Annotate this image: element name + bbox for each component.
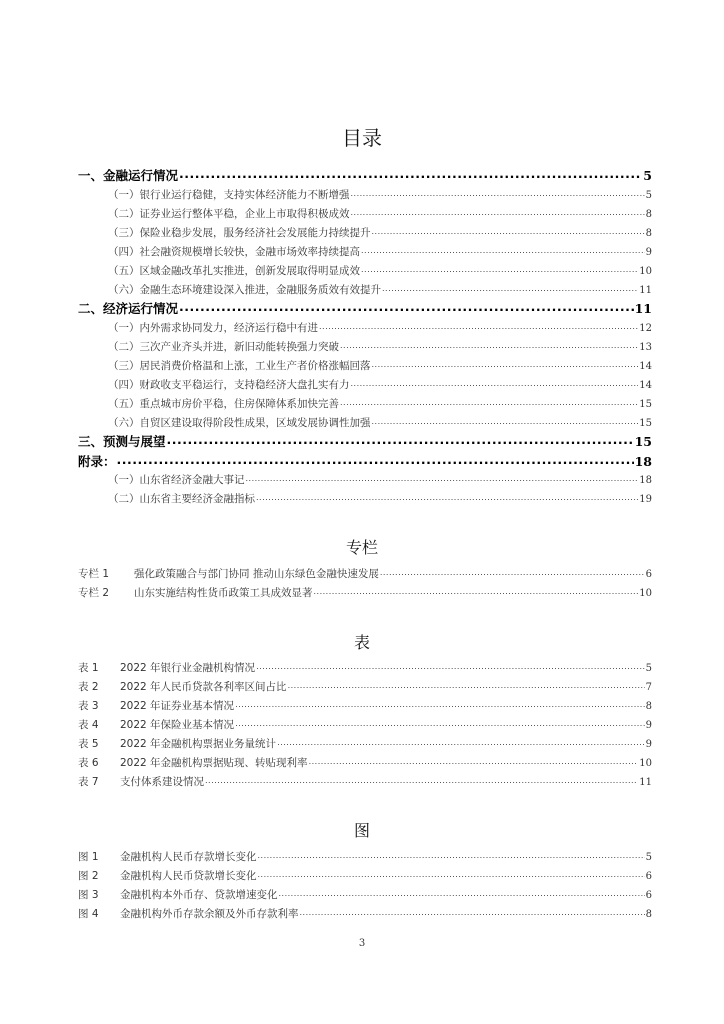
toc-entry-page: 8 (645, 209, 652, 220)
toc-title: 目录 (342, 126, 382, 150)
table-entry-number: 表 7 (78, 776, 99, 788)
table-entry-text (78, 736, 276, 751)
column-entry-text (78, 566, 379, 581)
page-number: 3 (358, 938, 366, 949)
toc-entry-page: 11 (634, 301, 652, 316)
table-entry[interactable] (78, 717, 652, 732)
figure-entry-label: 金融机构人民币贷款增长变化 (120, 870, 257, 882)
table-entry[interactable] (78, 679, 652, 694)
table-entry[interactable] (78, 660, 652, 675)
dot-leader (235, 719, 645, 728)
table-entry-label: 2022 年证券业基本情况 (120, 700, 235, 712)
toc-entry-page: 12 (639, 323, 652, 334)
toc-entry[interactable] (108, 263, 652, 278)
table-entry-number: 表 2 (78, 681, 99, 693)
toc-entry-page: 18 (639, 475, 652, 486)
toc-entry-section[interactable] (78, 299, 652, 317)
dot-leader (117, 452, 634, 467)
toc-entry[interactable] (108, 377, 652, 392)
table-entry-number: 表 1 (78, 662, 99, 674)
table-entry-text (78, 698, 234, 713)
dot-leader (309, 757, 639, 766)
toc-entry-label: 附录： (78, 454, 116, 469)
toc-entry-label: （六）金融生态环境建设深入推进，金融服务质效有效提升 (108, 284, 381, 296)
toc-entry-page: 8 (645, 228, 652, 239)
toc-entry-page: 5 (643, 168, 652, 183)
toc-entry-page: 11 (639, 285, 652, 296)
table-entry-text (78, 717, 234, 732)
table-entry-label: 2022 年人民币贷款各利率区间占比 (120, 681, 287, 693)
figure-entry-label: 金融机构外币存款余额及外币存款利率 (120, 908, 299, 920)
toc-entry[interactable] (108, 282, 652, 297)
dot-leader (277, 738, 645, 747)
toc-entry-label: （四）财政收支平稳运行，支持稳经济大盘扎实有力 (108, 379, 350, 391)
column-entry[interactable] (78, 566, 652, 581)
figure-entry-number: 图 4 (78, 908, 99, 920)
column-entry-text (78, 585, 313, 600)
figure-entry-label: 金融机构人民币存款增长变化 (120, 851, 257, 863)
toc-entry-page: 9 (645, 247, 652, 258)
figure-entry-text (78, 887, 278, 902)
table-entry-label: 2022 年金融机构票据业务量统计 (120, 738, 277, 750)
column-entry-number: 专栏 2 (78, 587, 110, 599)
toc-entry-section[interactable] (78, 166, 652, 184)
toc-entry-page: 13 (639, 342, 652, 353)
dot-leader (361, 265, 638, 274)
figure-entry-page: 6 (645, 871, 652, 882)
dot-leader (246, 474, 639, 483)
column-entry-page: 6 (645, 569, 652, 580)
figure-entry-number: 图 2 (78, 870, 99, 882)
table-entry-text (78, 755, 308, 770)
table-entry-text (78, 660, 255, 675)
toc-entry-page: 19 (639, 494, 652, 505)
table-entry-number: 表 6 (78, 757, 99, 769)
toc-entry-label: （三）保险业稳步发展，服务经济社会发展能力持续提升 (108, 227, 371, 239)
dot-leader (382, 284, 638, 293)
dot-leader (300, 908, 645, 917)
table-entry-page: 9 (645, 720, 652, 731)
toc-entry-label: （一）山东省经济金融大事记 (108, 474, 245, 486)
dot-leader (235, 700, 645, 709)
table-entry-page: 10 (639, 758, 652, 769)
figure-entry[interactable] (78, 887, 652, 902)
toc-entry-section[interactable] (78, 452, 652, 470)
column-entry[interactable] (78, 585, 652, 600)
dot-leader (288, 681, 645, 690)
figure-entry-text (78, 868, 257, 883)
dot-leader (314, 587, 639, 596)
dot-leader (258, 851, 645, 860)
table-entry-page: 5 (645, 663, 652, 674)
figures-title: 图 (353, 821, 370, 840)
toc-entry-label: （二）证券业运行整体平稳，企业上市取得积极成效 (108, 208, 350, 220)
figure-entry[interactable] (78, 849, 652, 864)
toc-entry[interactable] (108, 206, 652, 221)
table-entry-page: 9 (645, 739, 652, 750)
toc-entry[interactable] (108, 358, 652, 373)
dot-leader (351, 208, 645, 217)
toc-entry[interactable] (108, 491, 652, 506)
column-entry-page: 10 (639, 588, 652, 599)
figure-entry-page: 6 (645, 890, 652, 901)
dot-leader (258, 870, 645, 879)
toc-entry-label: （五）重点城市房价平稳，住房保障体系加快完善 (108, 398, 339, 410)
dot-leader (179, 299, 634, 314)
dot-leader (340, 341, 638, 350)
dot-leader (340, 398, 638, 407)
toc-entry-page: 15 (634, 434, 652, 449)
table-entry-number: 表 5 (78, 738, 99, 750)
toc-entry-page: 15 (639, 418, 652, 429)
toc-entry-label: 三、预测与展望 (78, 434, 166, 449)
table-entry-page: 8 (645, 701, 652, 712)
dot-leader (372, 417, 639, 426)
table-entry-label: 支付体系建设情况 (120, 776, 204, 788)
toc-entry[interactable] (108, 415, 652, 430)
dot-leader (380, 568, 645, 577)
dot-leader (372, 360, 639, 369)
toc-entry-label: （一）内外需求协同发力，经济运行稳中有进 (108, 322, 318, 334)
dot-leader (179, 166, 642, 181)
column-entry-label: 山东实施结构性货币政策工具成效显著 (134, 587, 313, 599)
figure-entry[interactable] (78, 906, 652, 921)
dot-leader (256, 493, 638, 502)
table-entry-label: 2022 年金融机构票据贴现、转贴现利率 (120, 757, 308, 769)
toc-entry-page: 15 (639, 399, 652, 410)
table-entry-number: 表 4 (78, 719, 99, 731)
toc-entry[interactable] (108, 396, 652, 411)
dot-leader (319, 322, 638, 331)
table-entry[interactable] (78, 774, 652, 789)
toc-entry-label: （二）山东省主要经济金融指标 (108, 493, 255, 505)
toc-entry-label: 一、金融运行情况 (78, 168, 179, 183)
column-entry-number: 专栏 1 (78, 568, 110, 580)
dot-leader (351, 189, 645, 198)
table-entry-label: 2022 年银行业金融机构情况 (120, 662, 256, 674)
dot-leader (351, 379, 639, 388)
toc-entry-section[interactable] (78, 432, 652, 450)
dot-leader (372, 227, 645, 236)
dot-leader (361, 246, 645, 255)
table-entry[interactable] (78, 755, 652, 770)
toc-entry[interactable] (108, 225, 652, 240)
dot-leader (279, 889, 645, 898)
table-entry-page: 11 (639, 777, 652, 788)
toc-entry[interactable] (108, 187, 652, 202)
figure-entry-text (78, 906, 299, 921)
toc-entry-page: 10 (639, 266, 652, 277)
toc-entry-label: 二、经济运行情况 (78, 301, 179, 316)
figure-entry-label: 金融机构本外币存、贷款增速变化 (120, 889, 278, 901)
figure-entry-text (78, 849, 257, 864)
dot-leader (205, 776, 638, 785)
figure-entry-number: 图 1 (78, 851, 99, 863)
toc-entry-label: （一）银行业运行稳健，支持实体经济能力不断增强 (108, 189, 350, 201)
toc-entry[interactable] (108, 320, 652, 335)
table-entry-page: 7 (645, 682, 652, 693)
table-entry-text (78, 774, 204, 789)
toc-entry[interactable] (108, 244, 652, 259)
figure-entry-page: 5 (645, 852, 652, 863)
toc-entry-page: 18 (634, 454, 652, 469)
toc-entry-label: （五）区域金融改革扎实推进，创新发展取得明显成效 (108, 265, 360, 277)
figure-entry-number: 图 3 (78, 889, 99, 901)
columns-title: 专栏 (345, 538, 378, 557)
figure-entry-page: 8 (645, 909, 652, 920)
toc-entry-page: 14 (639, 380, 652, 391)
toc-entry-label: （四）社会融资规模增长较快，金融市场效率持续提高 (108, 246, 360, 258)
toc-entry-page: 14 (639, 361, 652, 372)
toc-entry-page: 5 (645, 190, 652, 201)
toc-entry-label: （三）居民消费价格温和上涨，工业生产者价格涨幅回落 (108, 360, 371, 372)
dot-leader (256, 662, 645, 671)
toc-entry-label: （六）自贸区建设取得阶段性成果，区域发展协调性加强 (108, 417, 371, 429)
dot-leader (167, 432, 634, 447)
toc-entry[interactable] (108, 339, 652, 354)
table-entry[interactable] (78, 698, 652, 713)
table-entry[interactable] (78, 736, 652, 751)
tables-title: 表 (353, 633, 370, 652)
toc-entry[interactable] (108, 472, 652, 487)
table-entry-text (78, 679, 287, 694)
table-entry-number: 表 3 (78, 700, 99, 712)
figure-entry[interactable] (78, 868, 652, 883)
table-entry-label: 2022 年保险业基本情况 (120, 719, 235, 731)
toc-entry-label: （二）三次产业齐头并进，新旧动能转换强力突破 (108, 341, 339, 353)
column-entry-label: 强化政策融合与部门协同 推动山东绿色金融快速发展 (134, 568, 379, 580)
